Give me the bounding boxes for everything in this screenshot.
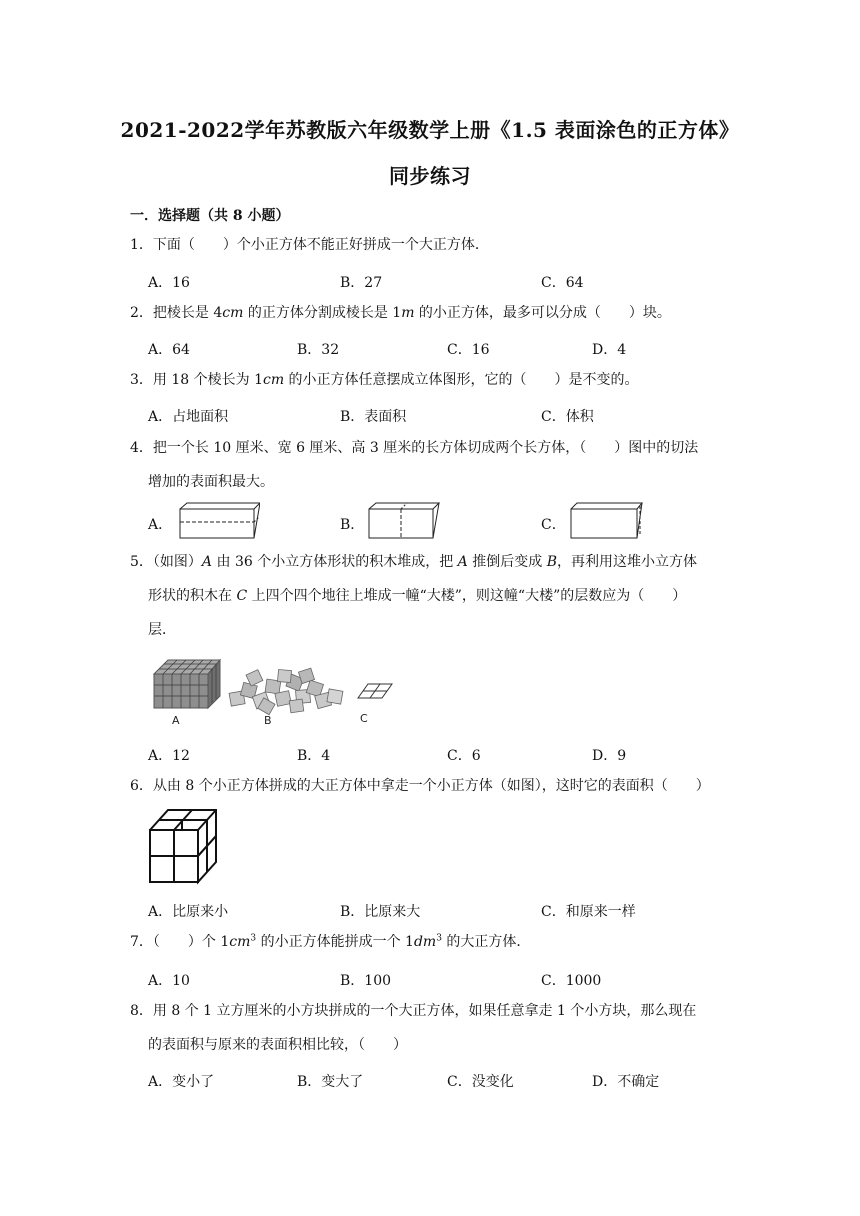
q4-figure-a-horizontal-cut: [168, 500, 260, 542]
q2-option-a[interactable]: A．64: [148, 342, 190, 358]
q4-option-b[interactable]: B．: [340, 517, 365, 533]
question-2-stem: 2．把棱长是 4cm 的正方体分割成棱长是 1m 的小正方体，最多可以分成（ ）块。: [130, 305, 671, 321]
figure-c-base-grid: [358, 684, 392, 698]
q8-option-b[interactable]: B．变大了: [297, 1074, 364, 1090]
q7-option-b[interactable]: B．100: [340, 973, 392, 989]
question-5-stem-line3: 层．: [148, 622, 176, 638]
q3-option-c[interactable]: C．体积: [541, 409, 594, 425]
q7-option-c[interactable]: C．1000: [541, 973, 602, 989]
question-4-stem-line2: 增加的表面积最大。: [148, 474, 274, 490]
question-8-stem-line1: 8．用 8 个 1 立方厘米的小方块拼成的一个大正方体，如果任意拿走 1 个小方块，那么现在: [130, 1003, 697, 1019]
q5-blocks-figure: [150, 656, 400, 728]
question-7-stem: 7．（ ）个 $1cm^3$ 的小正方体能拼成一个 $1dm^3$ 的大正方体．: [130, 933, 531, 950]
figure-b-scattered-blocks: [229, 668, 343, 715]
question-6-stem: 6．从由 8 个小正方体拼成的大正方体中拿走一个小正方体（如图），这时它的表面积（ ）: [130, 778, 710, 794]
section-heading: 一．选择题（共 8 小题）: [130, 208, 290, 224]
q5-option-a[interactable]: A．12: [148, 748, 190, 764]
q1-option-b[interactable]: B．27: [340, 275, 383, 291]
q6-option-c[interactable]: C．和原来一样: [541, 904, 636, 920]
q3-option-b[interactable]: B．表面积: [340, 409, 407, 425]
q2-option-c[interactable]: C．16: [447, 342, 490, 358]
q5-option-d[interactable]: D．9: [592, 748, 627, 764]
q8-option-c[interactable]: C．没变化: [447, 1074, 514, 1090]
question-3-stem: 3．用 18 个棱长为 1cm 的小正方体任意摆成立体图形，它的（ ）是不变的。: [130, 372, 639, 388]
page-title: 2021-2022学年苏教版六年级数学上册《1.5 表面涂色的正方体》: [120, 118, 740, 142]
figure-label-a: A: [172, 714, 180, 727]
q4-option-a[interactable]: A．: [148, 517, 173, 533]
q8-option-d[interactable]: D．不确定: [592, 1074, 660, 1090]
q1-option-c[interactable]: C．64: [541, 275, 584, 291]
question-1-stem: 1．下面（ ）个小正方体不能正好拼成一个大正方体．: [130, 237, 489, 253]
q4-figure-c-end-cut: [564, 500, 648, 542]
q2-option-b[interactable]: B．32: [297, 342, 340, 358]
figure-label-b: B: [264, 714, 272, 727]
q8-option-a[interactable]: A．变小了: [148, 1074, 215, 1090]
q4-option-c[interactable]: C．: [541, 517, 566, 533]
q6-cube-missing-corner-figure: [146, 802, 226, 888]
q7-option-a[interactable]: A．10: [148, 973, 190, 989]
figure-label-c: C: [360, 712, 368, 725]
q5-option-c[interactable]: C．6: [447, 748, 481, 764]
q1-option-a[interactable]: A．16: [148, 275, 190, 291]
q2-option-d[interactable]: D．4: [592, 342, 627, 358]
q4-figure-b-vertical-cut: [364, 500, 440, 542]
question-4-stem-line1: 4．把一个长 10 厘米、宽 6 厘米、高 3 厘米的长方体切成两个长方体，（ ）图中的切法: [130, 440, 699, 456]
q6-option-a[interactable]: A．比原来小: [148, 904, 229, 920]
question-5-stem-line2: 形状的积木在 C 上四个四个地往上堆成一幢“大楼”，则这幢“大楼”的层数应为（ ）: [148, 588, 687, 604]
q5-option-b[interactable]: B．4: [297, 748, 331, 764]
q3-option-a[interactable]: A．占地面积: [148, 409, 229, 425]
figure-a-block-stack: [154, 660, 220, 708]
page-subtitle: 同步练习: [389, 164, 471, 188]
question-5-stem-line1: 5．（如图）A 由 36 个小立方体形状的积木堆成，把 A 推倒后变成 B，再利用这堆小立方体: [130, 554, 697, 570]
question-8-stem-line2: 的表面积与原来的表面积相比较，（ ）: [148, 1037, 407, 1053]
q6-option-b[interactable]: B．比原来大: [340, 904, 421, 920]
